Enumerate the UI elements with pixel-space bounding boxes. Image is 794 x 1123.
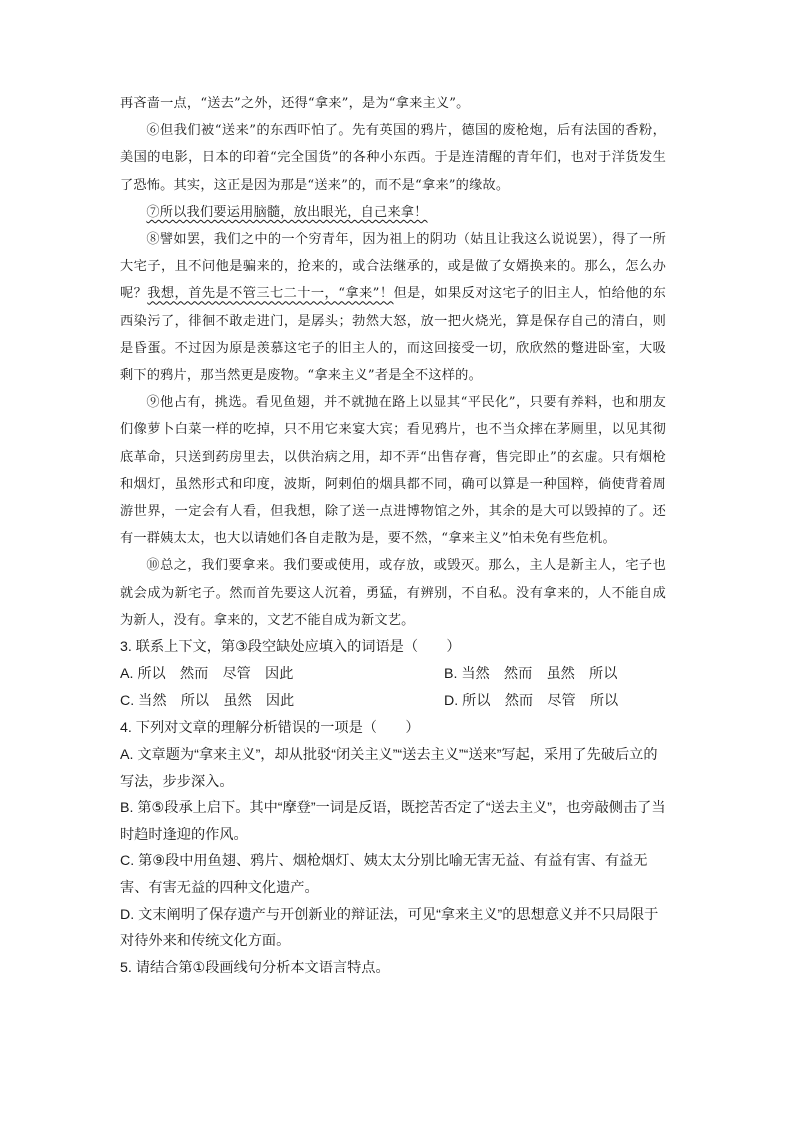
question-4-option-d[interactable]: D. 文末阐明了保存遗产与开创新业的辩证法，可见“拿来主义”的思想意义并不只局限于对待外来和传统文化方面。 xyxy=(120,906,659,950)
question-3-option-a[interactable]: A. 所以 然而 尽管 因此 xyxy=(120,666,294,683)
underlined-sentence-7: ⑦所以我们要运用脑髓，放出眼光，自己来拿！ xyxy=(146,204,428,220)
paragraph-9: ⑨他占有，挑选。看见鱼翅，并不就抛在路上以显其“平民化”，只要有养料，也和朋友们像萝卜白菜一样的吃掉，只不用它来宴大宾；看见鸦片，也不当众摔在茅厕里，以见其彻底革命，只送到药房里去，以供治病之用，却不弄“出售存膏，售完即止”的玄虚。只有烟枪和烟灯，虽然形式和印度，波斯，阿剌伯的烟具都不同，确可以算是一种国粹，倘使背着周游世界，一定会有人看，但我想，除了送一点进博物馆之外，其余的是大可以毁掉的了。还有一群姨太太，也大以请她们各自走散为是，要不然，“拿来主义”怕未免有些危机。 xyxy=(120,395,666,547)
paragraph-8-part-a: ⑧譬如罢，我们之中的一个穷青年，因为祖上的阴功（姑且让我这么说说罢），得了一所大宅子，且不问他是骗来的，抢来的，或合法继承的，或是做了女婿换来的。那么，怎么办呢？ xyxy=(120,232,666,302)
question-4-option-c[interactable]: C. 第⑨段中用鱼翅、鸦片、烟枪烟灯、姨太太分别比喻无害无益、有益有害、有益无害、有害无益的四种文化遗产。 xyxy=(120,853,648,897)
question-3-options-row-1 xyxy=(120,661,666,688)
question-4-stem: 4. 下列对文章的理解分析错误的一项是（ ） xyxy=(120,720,420,737)
reading-passage xyxy=(120,90,666,634)
question-3-option-b[interactable]: B. 当然 然而 虽然 所以 xyxy=(444,666,618,683)
question-4-option-b[interactable]: B. 第⑤段承上启下。其中“摩登”一词是反语，既挖苦否定了“送去主义”，也旁敲侧击了当时趋时逢迎的作风。 xyxy=(120,800,666,843)
question-3-option-c[interactable]: C. 当然 所以 虽然 因此 xyxy=(120,693,295,710)
paragraph-7 xyxy=(120,199,666,226)
questions-section xyxy=(120,634,666,982)
paragraph-6: ⑥但我们被“送来”的东西吓怕了。先有英国的鸦片，德国的废枪炮，后有法国的香粉，美国的电影，日本的印着“完全国货”的各种小东西。于是连清醒的青年们，也对于洋货发生了恐怖。其实，这正是因为那是“送来”的，而不是“拿来”的缘故。 xyxy=(120,123,666,193)
paragraph-10: ⑩总之，我们要拿来。我们要或使用，或存放，或毁灭。那么，主人是新主人，宅子也就会成为新宅子。然而首先要这人沉着，勇猛，有辨别，不自私。没有拿来的，人不能自成为新人，没有。拿来的，文艺不能自成为新文艺。 xyxy=(120,558,666,628)
question-3-stem: 3. 联系上下文，第③段空缺处应填入的词语是（ ） xyxy=(120,639,461,656)
question-3-option-d[interactable]: D. 所以 然而 尽管 所以 xyxy=(444,693,619,710)
question-4-option-a[interactable]: A. 文章题为“拿来主义”，却从批驳“闭关主义”“送去主义”“送来”写起，采用了先破后立的写法，步步深入。 xyxy=(120,747,658,790)
underlined-sentence-8: 我想，首先是不管三七二十一，“拿来”！ xyxy=(147,286,394,302)
question-3-options-row-2 xyxy=(120,688,666,715)
paragraph-8 xyxy=(120,226,666,389)
question-5-stem: 5. 请结合第①段画线句分析本文语言特点。 xyxy=(120,959,390,976)
paragraph-8-part-b: 但是，如果反对这宅子的旧主人，怕给他的东西染污了，徘徊不敢走进门，是孱头；勃然大怒，放一把火烧光，算是保存自己的清白，则是昏蛋。不过因为原是羡慕这宅子的旧主人的，而这回接受一切，欣欣然的蹩进卧室，大吸剩下的鸦片，那当然更是废物。“拿来主义”者是全不这样的。 xyxy=(120,286,666,384)
paragraph-5-tail: 再吝啬一点，“送去”之外，还得“拿来”，是为“拿来主义”。 xyxy=(120,96,470,111)
